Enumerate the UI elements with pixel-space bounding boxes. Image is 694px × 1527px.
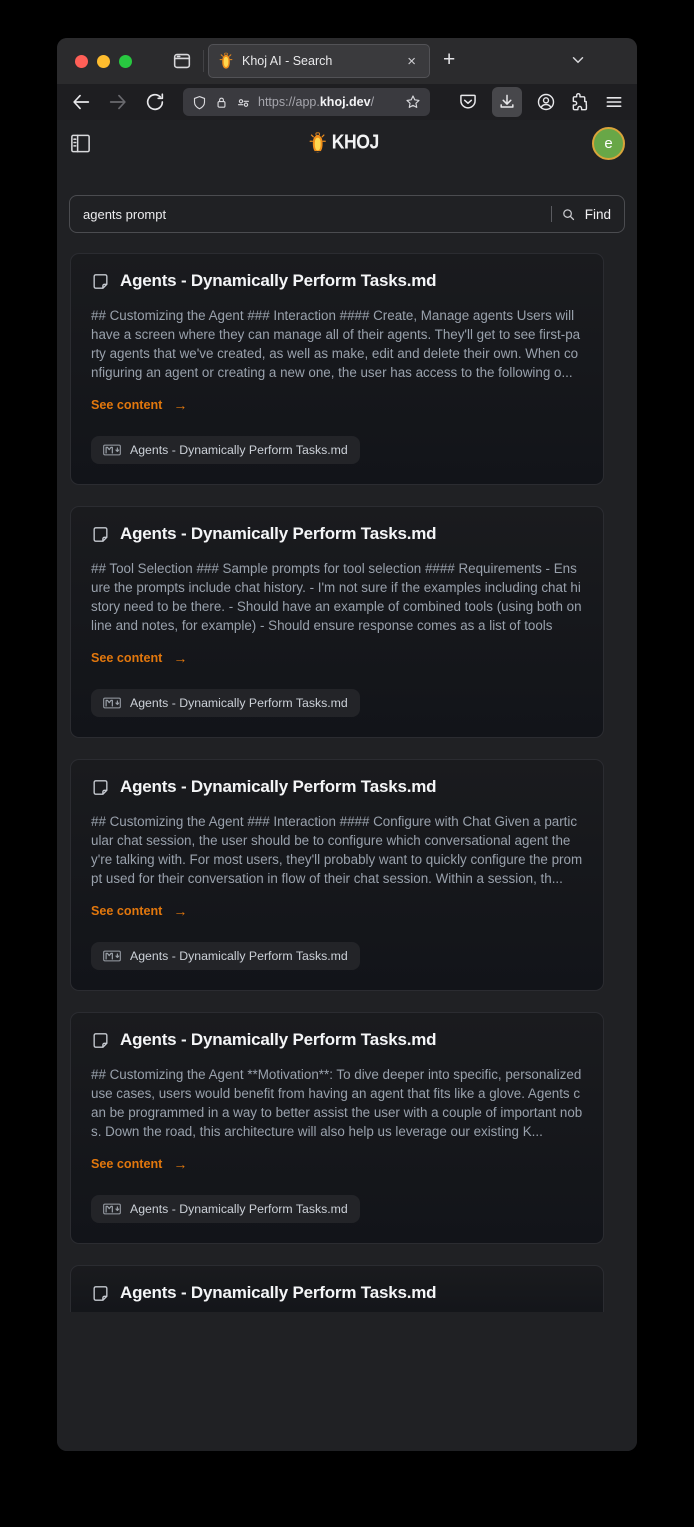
khoj-logo[interactable] [309,132,386,155]
file-chip[interactable] [91,436,360,464]
firefox-view-icon[interactable] [171,50,193,72]
sidebar-toggle-icon[interactable] [69,132,92,155]
note-icon [91,778,110,797]
search-input[interactable] [83,207,551,222]
result-title-row [91,775,583,799]
see-content-link[interactable] [91,650,187,666]
note-icon [91,1031,110,1050]
permissions-icon[interactable] [236,95,251,110]
tab-title: Khoj AI - Search [242,54,333,68]
shield-icon[interactable] [192,95,207,110]
arrow-right-icon: → [173,903,188,919]
zoom-window-button[interactable] [119,55,132,68]
note-icon [91,525,110,544]
result-card [70,1012,604,1244]
logo-wordmark: KHOJ [331,131,379,154]
result-card [70,253,604,485]
url-domain: khoj.dev [319,95,371,109]
markdown-file-icon [103,444,121,456]
file-chip-label: Agents - Dynamically Perform Tasks.md [130,1202,348,1216]
url-suffix: / [370,95,375,109]
search-bar [69,195,625,233]
avatar[interactable]: e [592,127,625,160]
search-row [69,195,625,233]
khoj-favicon [219,52,233,70]
downloads-button[interactable] [492,87,522,117]
file-chip-row [91,689,583,717]
results-list [57,253,637,1312]
minimize-window-button[interactable] [97,55,110,68]
result-title: Agents - Dynamically Perform Tasks.md [120,524,437,543]
reload-icon[interactable] [144,91,166,113]
bookmark-star-icon[interactable] [405,94,421,110]
navbar-actions [458,87,624,117]
result-title: Agents - Dynamically Perform Tasks.md [120,777,437,796]
result-snippet: ## Customizing the Agent **Motivation**: To dive deeper into specific, personalized use cases, users would benefit from having an agent that fits like a glove. Agents can be programmed in a way to better assist the user with a couple of important nobs. Down the road, this architecture will also help us leverage our existing K... [91,1067,583,1139]
result-snippet: ## Tool Selection ### Sample prompts for tool selection #### Requirements - Ensure the prompts include chat history. - I'm not sure if the examples including chat history need to be there. - Should have an example of combined tools (using both online and notes, for example) - Should ensure response comes as a list of tools [91,561,582,633]
browser-titlebar [57,38,637,84]
see-content-label: See content [91,904,163,918]
arrow-right-icon: → [173,1156,188,1172]
result-title-row [91,1028,583,1052]
file-chip[interactable] [91,689,360,717]
file-chip-row [91,436,583,464]
result-snippet: ## Customizing the Agent ### Interaction #### Configure with Chat Given a particular chat session, the user should be to configure which conversational agent they're talking with. For most users, they'll probably want to quickly configure the prompt used for their conversation in flow of their chat session. Within a session, th... [91,814,583,886]
file-chip-row [91,1195,583,1223]
file-chip-label: Agents - Dynamically Perform Tasks.md [130,696,348,710]
tab-separator [203,50,204,72]
browser-navbar [57,84,637,120]
close-window-button[interactable] [75,55,88,68]
search-icon [561,207,576,222]
result-title-row [91,269,583,293]
see-content-link[interactable] [91,397,187,413]
result-title: Agents - Dynamically Perform Tasks.md [120,1030,437,1049]
menu-hamburger-icon[interactable] [604,92,624,112]
result-snippet: ## Customizing the Agent ### Interaction #### Create, Manage agents Users will have a screen where they can manage all of their agents. They'll get to see first-party agents that we've created, as well as make, edit and delete their own. When configuring an agent or creating a new one, the user has access to the following o... [91,308,581,380]
result-title-row [91,522,583,546]
find-button[interactable] [551,206,611,222]
result-title-row [91,1281,583,1305]
url-text [258,95,398,109]
download-icon [497,92,517,112]
file-chip[interactable] [91,1195,360,1223]
close-tab-icon[interactable]: × [407,52,416,70]
url-prefix: https://app. [258,95,320,109]
khoj-lantern-icon [309,132,327,155]
account-icon[interactable] [536,92,556,112]
see-content-link[interactable] [91,1156,187,1172]
list-tabs-chevron-icon[interactable] [569,51,587,69]
result-title: Agents - Dynamically Perform Tasks.md [120,271,437,290]
input-divider [551,206,552,222]
file-chip-row [91,942,583,970]
result-title: Agents - Dynamically Perform Tasks.md [120,1283,437,1302]
markdown-file-icon [103,950,121,962]
markdown-file-icon [103,697,121,709]
browser-window [57,38,637,1451]
browser-tab[interactable] [208,44,430,78]
arrow-right-icon: → [173,650,188,666]
new-tab-button[interactable]: + [443,48,456,71]
see-content-label: See content [91,1157,163,1171]
forward-icon[interactable] [107,91,129,113]
file-chip[interactable] [91,942,360,970]
note-icon [91,1284,110,1303]
file-chip-label: Agents - Dynamically Perform Tasks.md [130,443,348,457]
result-card [70,506,604,738]
see-content-link[interactable] [91,903,187,919]
result-card [70,1265,604,1312]
traffic-lights [75,55,132,68]
result-card [70,759,604,991]
pocket-icon[interactable] [458,92,478,112]
url-bar[interactable] [183,88,430,116]
markdown-file-icon [103,1203,121,1215]
khoj-page [57,120,637,1451]
see-content-label: See content [91,398,163,412]
file-chip-label: Agents - Dynamically Perform Tasks.md [130,949,348,963]
page-header [57,120,637,166]
note-icon [91,272,110,291]
arrow-right-icon: → [173,397,188,413]
extensions-puzzle-icon[interactable] [570,92,590,112]
back-icon[interactable] [70,91,92,113]
see-content-label: See content [91,651,163,665]
find-label: Find [584,206,611,222]
lock-icon[interactable] [214,95,229,110]
